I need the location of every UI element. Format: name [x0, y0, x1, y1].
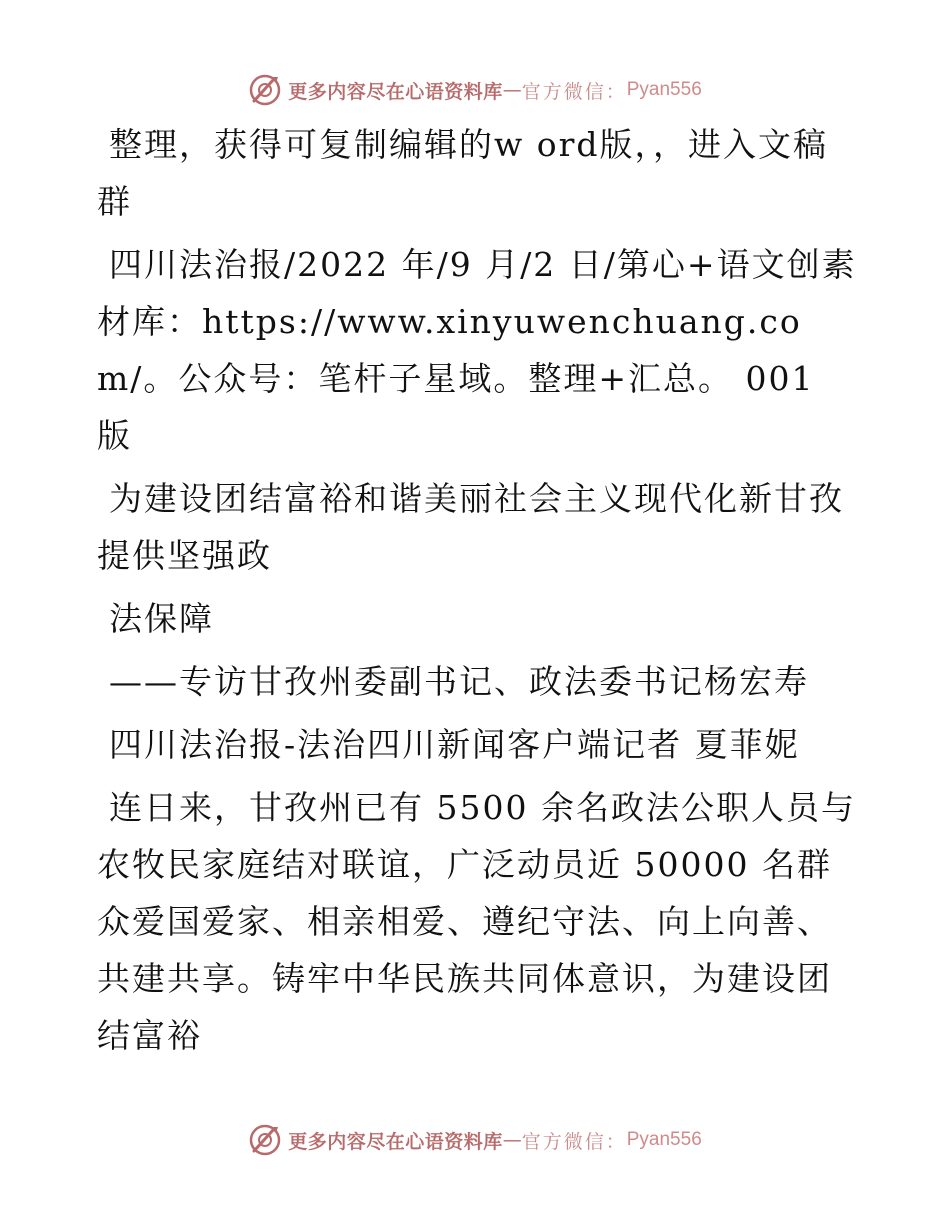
watermark-wechat-id: Pyan556	[626, 79, 702, 100]
article-byline: 四川法治报-法治四川新闻客户端记者 夏菲妮	[109, 725, 800, 764]
paragraph-source: 四川法治报/2022 年/9 月/2 日/第心+语文创素材库：https://www.xinyuwenchuang.com/。公众号：笔杆子星域。整理+汇总。 001 版	[97, 245, 857, 455]
watermark-wechat-label: 官方微信：	[521, 80, 627, 103]
header-watermark	[0, 70, 950, 110]
paragraph-intro: 整理，获得可复制编辑的w ord版，，进入文稿群	[97, 125, 829, 221]
article-title-continued: 法保障	[109, 599, 214, 638]
watermark-text: 更多内容尽在心语资料库	[288, 80, 503, 103]
watermark-wechat-id: Pyan556	[626, 1129, 702, 1150]
watermark-separator: —	[502, 79, 522, 101]
watermark-separator: —	[502, 1129, 522, 1151]
article-subtitle: ——专访甘孜州委副书记、政法委书记杨宏寿	[109, 662, 809, 701]
footer-watermark	[0, 1120, 950, 1160]
article-body-paragraph: 连日来，甘孜州已有 5500 余名政法公职人员与农牧民家庭结对联谊，广泛动员近 50000 名群众爱国爱家、相亲相爱、遵纪守法、向上向善、共建共享。铸牢中华民族共同体意识，为建设团结富裕	[97, 788, 856, 1055]
document-body	[97, 116, 857, 1064]
pen-logo-icon	[248, 73, 282, 107]
pen-logo-icon	[248, 1123, 282, 1157]
watermark-wechat-label: 官方微信：	[521, 1130, 627, 1153]
watermark-text: 更多内容尽在心语资料库	[288, 1130, 503, 1153]
article-title: 为建设团结富裕和谐美丽社会主义现代化新甘孜提供坚强政	[97, 479, 844, 575]
